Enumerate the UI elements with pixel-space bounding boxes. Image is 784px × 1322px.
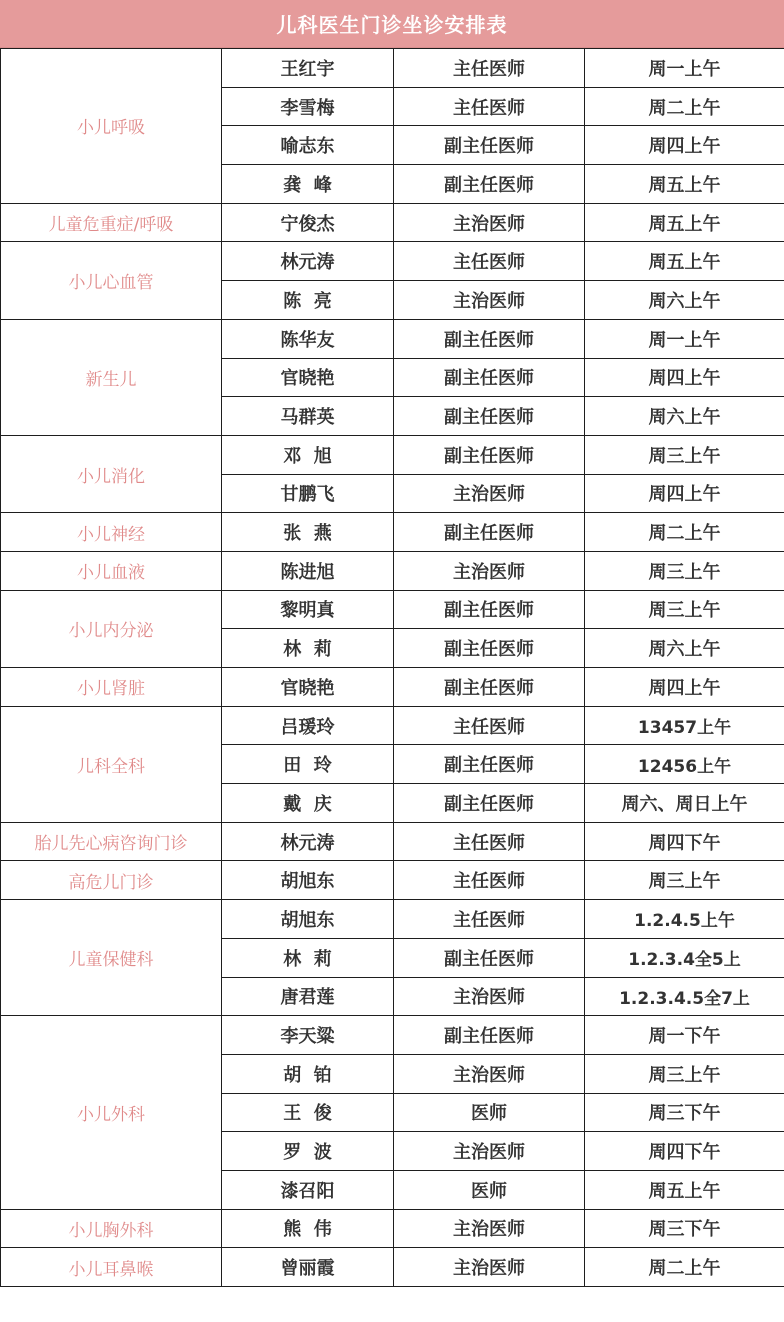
clinic-time-cell: 周四下午 — [585, 822, 784, 861]
doctor-name-cell: 龚 峰 — [222, 165, 394, 204]
clinic-time-cell: 周三上午 — [585, 861, 784, 900]
doctor-title-cell: 副主任医师 — [394, 938, 585, 977]
table-row — [1, 242, 784, 281]
doctor-title-cell: 主治医师 — [394, 281, 585, 320]
doctor-name-cell: 胡 铂 — [222, 1054, 394, 1093]
doctor-name-cell: 宁俊杰 — [222, 203, 394, 242]
clinic-time-cell: 13457上午 — [585, 706, 784, 745]
doctor-name-cell: 田 玲 — [222, 745, 394, 784]
doctor-title-cell: 主任医师 — [394, 87, 585, 126]
department-cell: 小儿内分泌 — [1, 590, 222, 667]
doctor-name-cell: 林 莉 — [222, 629, 394, 668]
table-row — [1, 49, 784, 88]
doctor-name-cell: 李雪梅 — [222, 87, 394, 126]
schedule-table — [0, 48, 784, 1287]
clinic-time-cell: 周五上午 — [585, 1170, 784, 1209]
clinic-time-cell: 周三下午 — [585, 1209, 784, 1248]
doctor-title-cell: 主治医师 — [394, 1209, 585, 1248]
doctor-title-cell: 副主任医师 — [394, 590, 585, 629]
table-row — [1, 590, 784, 629]
clinic-time-cell: 周五上午 — [585, 165, 784, 204]
doctor-name-cell: 林元涛 — [222, 822, 394, 861]
doctor-title-cell: 副主任医师 — [394, 397, 585, 436]
doctor-title-cell: 副主任医师 — [394, 165, 585, 204]
doctor-name-cell: 胡旭东 — [222, 900, 394, 939]
clinic-time-cell: 周三下午 — [585, 1093, 784, 1132]
clinic-time-cell: 1.2.3.4全5上 — [585, 938, 784, 977]
doctor-title-cell: 主治医师 — [394, 1248, 585, 1287]
doctor-name-cell: 唐君莲 — [222, 977, 394, 1016]
doctor-title-cell: 主任医师 — [394, 706, 585, 745]
doctor-name-cell: 罗 波 — [222, 1132, 394, 1171]
clinic-time-cell: 周二上午 — [585, 513, 784, 552]
clinic-time-cell: 周一上午 — [585, 319, 784, 358]
doctor-name-cell: 林 莉 — [222, 938, 394, 977]
doctor-title-cell: 主任医师 — [394, 861, 585, 900]
department-cell: 儿童危重症/呼吸 — [1, 203, 222, 242]
clinic-time-cell: 1.2.3.4.5全7上 — [585, 977, 784, 1016]
table-row — [1, 319, 784, 358]
clinic-time-cell: 周四上午 — [585, 668, 784, 707]
doctor-title-cell: 副主任医师 — [394, 784, 585, 823]
doctor-name-cell: 马群英 — [222, 397, 394, 436]
department-cell: 小儿呼吸 — [1, 49, 222, 204]
doctor-title-cell: 主任医师 — [394, 822, 585, 861]
department-cell: 儿童保健科 — [1, 900, 222, 1016]
doctor-name-cell: 陈华友 — [222, 319, 394, 358]
doctor-title-cell: 副主任医师 — [394, 358, 585, 397]
table-row — [1, 1016, 784, 1055]
department-cell: 小儿消化 — [1, 435, 222, 512]
clinic-time-cell: 周一上午 — [585, 49, 784, 88]
department-cell: 新生儿 — [1, 319, 222, 435]
doctor-title-cell: 副主任医师 — [394, 668, 585, 707]
doctor-title-cell: 医师 — [394, 1170, 585, 1209]
doctor-name-cell: 官晓艳 — [222, 358, 394, 397]
table-row — [1, 822, 784, 861]
clinic-time-cell: 周三上午 — [585, 551, 784, 590]
doctor-name-cell: 官晓艳 — [222, 668, 394, 707]
doctor-title-cell: 主治医师 — [394, 977, 585, 1016]
doctor-title-cell: 主任医师 — [394, 49, 585, 88]
clinic-time-cell: 周一下午 — [585, 1016, 784, 1055]
doctor-title-cell: 主治医师 — [394, 203, 585, 242]
doctor-title-cell: 主治医师 — [394, 551, 585, 590]
doctor-name-cell: 戴 庆 — [222, 784, 394, 823]
department-cell: 小儿外科 — [1, 1016, 222, 1209]
department-cell: 小儿胸外科 — [1, 1209, 222, 1248]
schedule-body — [1, 49, 784, 1287]
department-cell: 小儿心血管 — [1, 242, 222, 319]
clinic-time-cell: 周五上午 — [585, 203, 784, 242]
doctor-name-cell: 王 俊 — [222, 1093, 394, 1132]
doctor-title-cell: 副主任医师 — [394, 319, 585, 358]
doctor-name-cell: 喻志东 — [222, 126, 394, 165]
clinic-time-cell: 周六上午 — [585, 629, 784, 668]
doctor-name-cell: 陈 亮 — [222, 281, 394, 320]
clinic-time-cell: 周六、周日上午 — [585, 784, 784, 823]
doctor-title-cell: 副主任医师 — [394, 435, 585, 474]
doctor-title-cell: 主任医师 — [394, 900, 585, 939]
doctor-title-cell: 副主任医师 — [394, 629, 585, 668]
table-row — [1, 203, 784, 242]
doctor-title-cell: 主任医师 — [394, 242, 585, 281]
clinic-time-cell: 周二上午 — [585, 1248, 784, 1287]
doctor-title-cell: 医师 — [394, 1093, 585, 1132]
doctor-title-cell: 主治医师 — [394, 1132, 585, 1171]
clinic-time-cell: 周四上午 — [585, 126, 784, 165]
department-cell: 儿科全科 — [1, 706, 222, 822]
doctor-title-cell: 副主任医师 — [394, 1016, 585, 1055]
clinic-time-cell: 周三上午 — [585, 590, 784, 629]
clinic-time-cell: 周四上午 — [585, 474, 784, 513]
clinic-time-cell: 周六上午 — [585, 281, 784, 320]
doctor-title-cell: 主治医师 — [394, 1054, 585, 1093]
table-row — [1, 668, 784, 707]
clinic-time-cell: 周三上午 — [585, 435, 784, 474]
doctor-name-cell: 张 燕 — [222, 513, 394, 552]
page-title: 儿科医生门诊坐诊安排表 — [0, 0, 784, 48]
doctor-name-cell: 黎明真 — [222, 590, 394, 629]
table-row — [1, 900, 784, 939]
table-row — [1, 1248, 784, 1287]
department-cell: 小儿神经 — [1, 513, 222, 552]
doctor-name-cell: 李天粱 — [222, 1016, 394, 1055]
department-cell: 小儿肾脏 — [1, 668, 222, 707]
department-cell: 胎儿先心病咨询门诊 — [1, 822, 222, 861]
table-row — [1, 513, 784, 552]
clinic-time-cell: 周二上午 — [585, 87, 784, 126]
table-row — [1, 861, 784, 900]
doctor-name-cell: 漆召阳 — [222, 1170, 394, 1209]
doctor-title-cell: 副主任医师 — [394, 513, 585, 552]
doctor-name-cell: 胡旭东 — [222, 861, 394, 900]
doctor-title-cell: 副主任医师 — [394, 745, 585, 784]
department-cell: 小儿血液 — [1, 551, 222, 590]
doctor-name-cell: 林元涛 — [222, 242, 394, 281]
table-row — [1, 1209, 784, 1248]
table-row — [1, 551, 784, 590]
clinic-time-cell: 12456上午 — [585, 745, 784, 784]
clinic-time-cell: 周六上午 — [585, 397, 784, 436]
doctor-name-cell: 邓 旭 — [222, 435, 394, 474]
doctor-name-cell: 陈进旭 — [222, 551, 394, 590]
table-row — [1, 706, 784, 745]
clinic-time-cell: 1.2.4.5上午 — [585, 900, 784, 939]
table-row — [1, 435, 784, 474]
department-cell: 小儿耳鼻喉 — [1, 1248, 222, 1287]
clinic-time-cell: 周三上午 — [585, 1054, 784, 1093]
doctor-title-cell: 主治医师 — [394, 474, 585, 513]
clinic-time-cell: 周五上午 — [585, 242, 784, 281]
department-cell: 高危儿门诊 — [1, 861, 222, 900]
clinic-time-cell: 周四下午 — [585, 1132, 784, 1171]
doctor-name-cell: 曾丽霞 — [222, 1248, 394, 1287]
doctor-name-cell: 王红宇 — [222, 49, 394, 88]
doctor-name-cell: 甘鹏飞 — [222, 474, 394, 513]
doctor-name-cell: 吕瑗玲 — [222, 706, 394, 745]
clinic-time-cell: 周四上午 — [585, 358, 784, 397]
doctor-name-cell: 熊 伟 — [222, 1209, 394, 1248]
doctor-title-cell: 副主任医师 — [394, 126, 585, 165]
